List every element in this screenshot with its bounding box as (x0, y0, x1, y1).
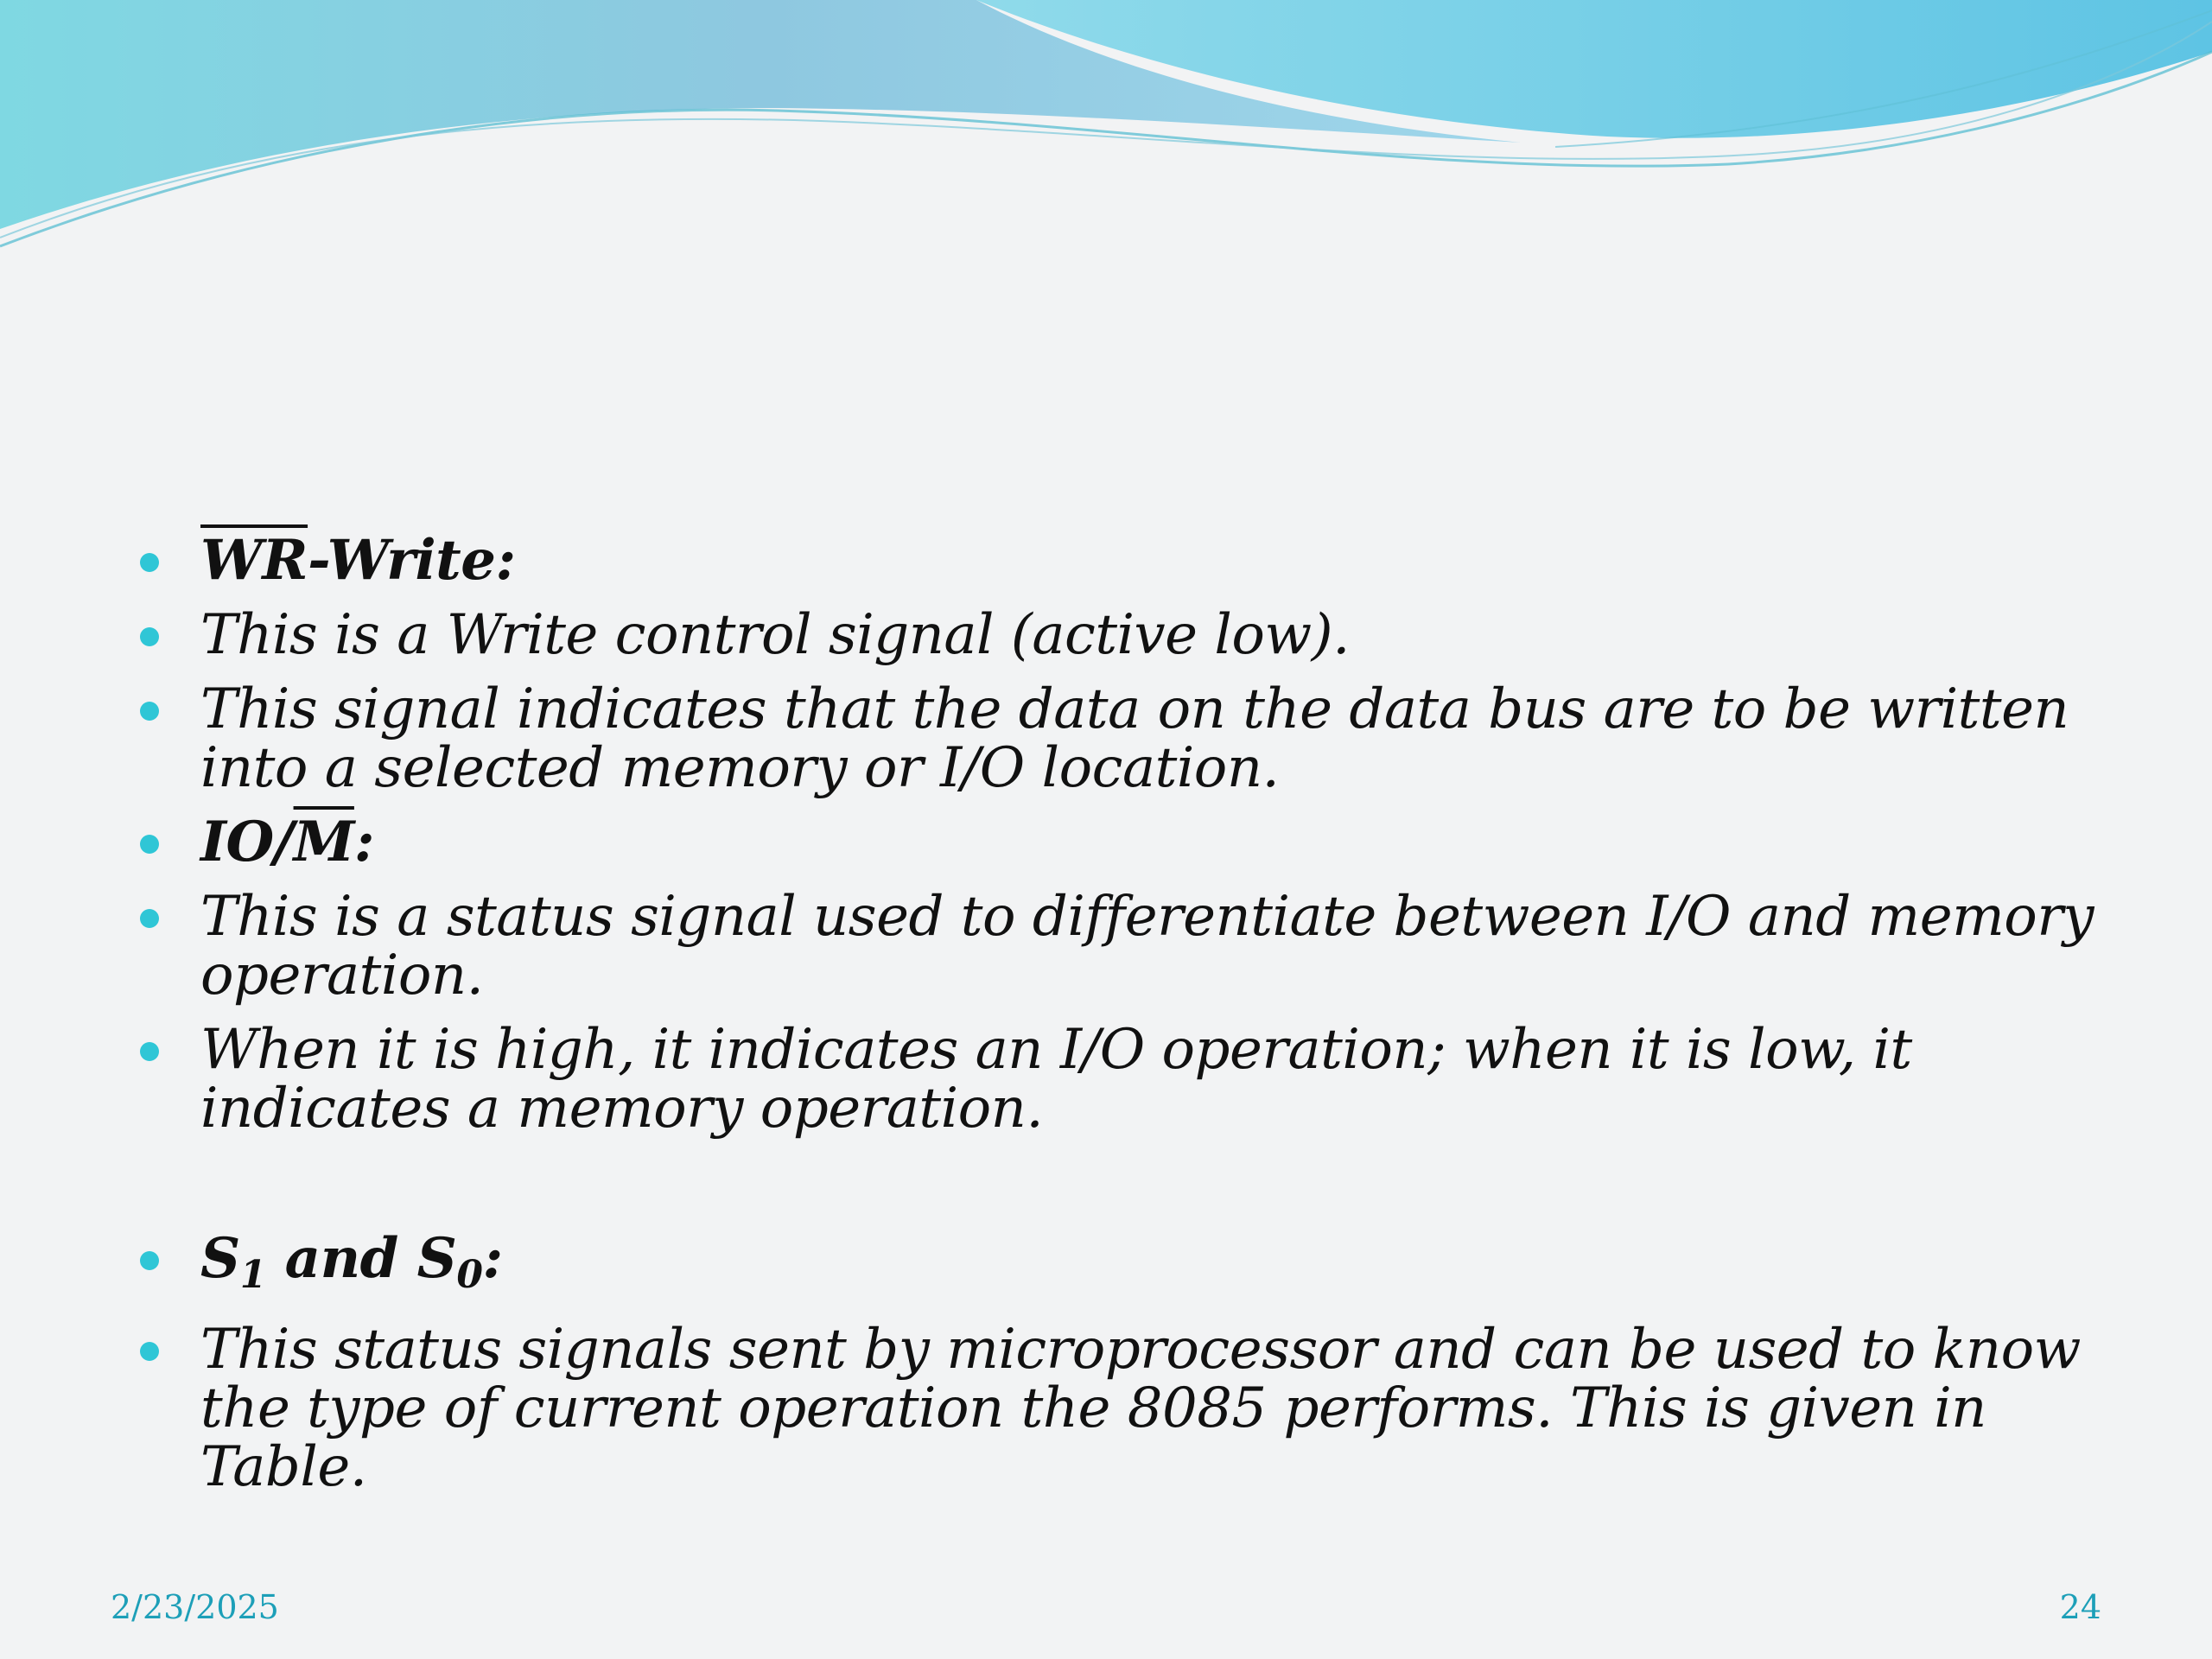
s1-label: S (200, 1226, 240, 1291)
bullet-text: This is a status signal used to differentiate between I/O and memory operation. (200, 885, 2094, 1007)
wr-signal-overline: $\overline{WR}$ (200, 528, 308, 593)
bullet-icon (140, 835, 159, 854)
and-label: and (265, 1226, 417, 1291)
bullet-icon (140, 702, 159, 721)
bullet-item (130, 603, 2117, 667)
bullet-icon (140, 1342, 159, 1361)
s0-label: S (416, 1226, 457, 1291)
bullet-text: This signal indicates that the data on the data bus are to be written into a selected memory or I/O location. (200, 677, 2069, 800)
bullet-icon (140, 909, 159, 928)
s1-s0-heading-rest: : (482, 1226, 503, 1291)
io-prefix: IO/ (200, 810, 294, 874)
header-wave-graphic (0, 0, 2212, 259)
io-m-heading-rest: : (353, 810, 375, 874)
s1-subscript: 1 (239, 1253, 266, 1297)
bullet-icon (140, 627, 159, 646)
bullet-text: This status signals sent by microprocessor and can be used to know the type of current operation the 8085 performs. This is given in Table. (200, 1318, 2081, 1499)
m-signal-overline: $\overline{M}$ (293, 810, 354, 874)
s1-s0-heading (130, 1226, 2117, 1305)
s0-subscript: 0 (456, 1253, 483, 1297)
bullet-text: This is a Write control signal (active low). (200, 603, 1350, 667)
footer-date: 2/23/2025 (111, 1588, 279, 1626)
bullet-text: When it is high, it indicates an I/O operation; when it is low, it indicates a memory operation. (200, 1018, 1912, 1141)
bullet-icon (140, 553, 159, 572)
page-number: 24 (2059, 1588, 2101, 1626)
bullet-list (130, 528, 2117, 1512)
bullet-icon (140, 1042, 159, 1061)
spacer (130, 1154, 2117, 1230)
io-m-heading (130, 810, 2117, 874)
bullet-icon (140, 1251, 159, 1270)
bullet-item (130, 887, 2117, 1005)
wr-write-heading (130, 528, 2117, 593)
wr-heading-rest: -Write: (308, 528, 516, 593)
bullet-item (130, 1320, 2117, 1497)
bullet-item (130, 1018, 2117, 1141)
bullet-item (130, 677, 2117, 800)
